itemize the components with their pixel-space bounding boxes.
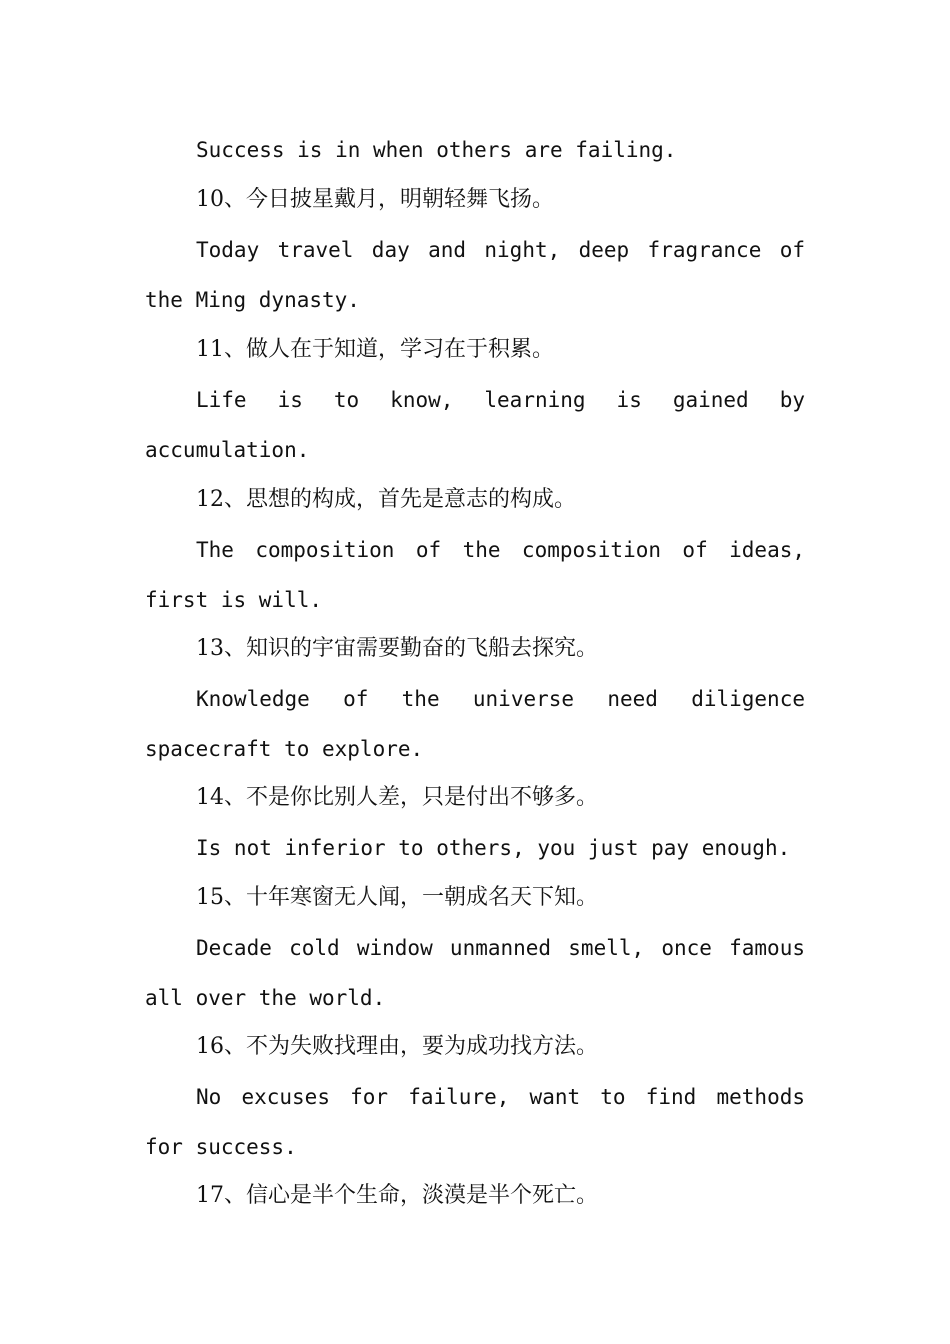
heading-line: 12、思想的构成，首先是意志的构成。	[196, 487, 576, 512]
text-line: Is not inferior to others, you just pay enough.	[196, 836, 791, 860]
text-line: Knowledge of the universe need diligence	[196, 687, 805, 711]
text-line: Success is in when others are failing.	[196, 138, 677, 162]
heading-line: 15、十年寒窗无人闻，一朝成名天下知。	[196, 885, 598, 910]
text-line: all over the world.	[145, 986, 386, 1010]
heading-line: 17、信心是半个生命，淡漠是半个死亡。	[196, 1183, 598, 1208]
text-line: for success.	[145, 1135, 297, 1159]
text-line: accumulation.	[145, 438, 310, 462]
heading-line: 11、做人在于知道，学习在于积累。	[196, 337, 554, 362]
text-line: first is will.	[145, 588, 323, 612]
text-line: The composition of the composition of ideas,	[196, 538, 805, 562]
heading-line: 13、知识的宇宙需要勤奋的飞船去探究。	[196, 636, 598, 661]
text-line: Decade cold window unmanned smell, once famous	[196, 936, 805, 960]
text-line: spacecraft to explore.	[145, 737, 424, 761]
heading-line: 14、不是你比别人差，只是付出不够多。	[196, 785, 598, 810]
heading-line: 16、不为失败找理由，要为成功找方法。	[196, 1034, 598, 1059]
text-line: No excuses for failure, want to find methods	[196, 1085, 805, 1109]
text-line: Today travel day and night, deep fragrance of	[196, 238, 805, 262]
text-line: the Ming dynasty.	[145, 288, 360, 312]
heading-line: 10、今日披星戴月，明朝轻舞飞扬。	[196, 187, 554, 212]
text-line: Life is to know, learning is gained by	[196, 388, 805, 412]
